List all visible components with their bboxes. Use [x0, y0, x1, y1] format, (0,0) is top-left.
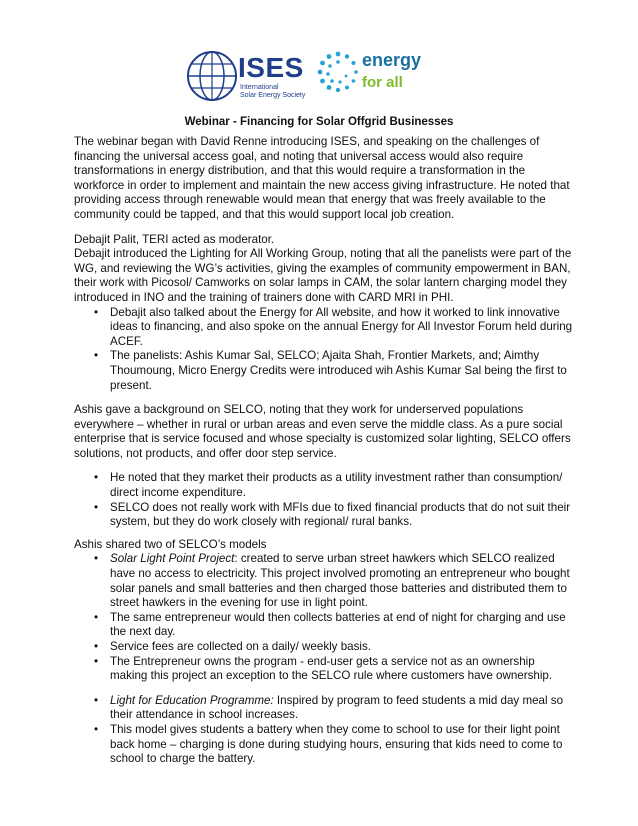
bullet-list-1 [74, 306, 574, 394]
list-item: • This model gives students a battery when they come to school to use for their light point back home – charging is done during studying hours, ensuring that kids need to come to school to charge the battery. [74, 723, 574, 767]
swirl-dots-icon [316, 50, 360, 94]
ises-wordmark: ISES [238, 52, 304, 83]
list-item: • The panelists: Ashis Kumar Sal, SELCO; Ajaita Shah, Frontier Markets, and; Aimthy Thoumoung, Micro Energy Credits were introduced wih Ashis Kumar Sal being the first to present. [74, 349, 574, 393]
efa-wordmark-line2: for all [362, 74, 403, 91]
paragraph-working-group: Debajit introduced the Lighting for All Working Group, noting that all the panelists were part of the WG, and reviewing the WG’s activities, giving the examples of community empowerment in BAN, their work with Picosol/ Camworks on solar lamps in CAM, the solar lantern charging model they introduced in INO and the training of trainers done with CARD MRI in PHI. [74, 247, 572, 304]
list-item: • The same entrepreneur would then collects batteries at end of night for charging and use the next day. [74, 611, 574, 640]
ises-subtitle-line1: International [240, 84, 279, 91]
list-item: • Debajit also talked about the Energy for All website, and how it worked to link innovative ideas to financing, and also spoke on the annual Energy for All Investor Forum held during ACEF. [74, 306, 574, 350]
energy-for-all-logo [316, 38, 436, 124]
ises-logo [186, 38, 306, 124]
ises-subtitle-line2: Solar Energy Society [240, 92, 306, 99]
list-item: • The Entrepreneur owns the program - end-user gets a service not as an ownership making this project an exception to the SELCO rule where customers have ownership. [74, 655, 574, 684]
list-item-text: : created to serve urban street hawkers which SELCO realized have no access to electricity. This project involved promoting an entrepreneur who bought solar panels and small batteries and then charged those batteries and distributed them to street hawkers in the evening for use in light point. [110, 552, 570, 610]
model-name: Solar Light Point Project [110, 552, 235, 566]
list-item-text: Inspired by program to feed students a mid day meal so their attendance in school increases. [110, 693, 564, 722]
header-logos [186, 38, 436, 124]
list-item: • SELCO does not really work with MFIs due to fixed financial products that do not suit their system, but they do work closely with regional/ rural banks. [74, 501, 574, 530]
bullet-list-4 [74, 694, 574, 767]
document-title: Webinar - Financing for Solar Offgrid Businesses [184, 116, 454, 128]
ises-subtitle [240, 84, 305, 100]
bullet-list-3 [74, 552, 574, 683]
document-body [74, 135, 574, 767]
globe-icon [186, 44, 238, 108]
paragraph-intro: The webinar began with David Renne introducing ISES, and speaking on the challenges of financing the universal access goal, and noting that universal access would also require transformations in energy distribution, and that this would require a transformation in the workforce in order to implement and maintain the new access giving infrastructure. He noted that providing access through renewable would mean that energy that was freely available to the community could be tapped, and that this would support local job creation. [74, 135, 570, 221]
paragraph-models-intro: Ashis shared two of SELCO’s models [74, 537, 267, 551]
model-name: Light for Education Programme: [110, 693, 274, 707]
bullet-list-2 [74, 471, 574, 529]
paragraph-selco-background: Ashis gave a background on SELCO, noting that they work for underserved populations everywhere – whether in rural or urban areas and even serve the middle class. As a pure social enterprise that is service focused and whose specialty is customized solar lighting, SELCO offers solutions, not products, and offer door step service. [74, 403, 571, 460]
list-item: • He noted that they market their products as a utility investment rather than consumption/ direct income expenditure. [74, 471, 574, 500]
efa-wordmark-line1: energy [362, 50, 422, 70]
list-item [74, 552, 574, 610]
list-item [74, 694, 574, 723]
paragraph-moderator: Debajit Palit, TERI acted as moderator. [74, 232, 275, 246]
list-item: • Service fees are collected on a daily/ weekly basis. [74, 640, 574, 655]
